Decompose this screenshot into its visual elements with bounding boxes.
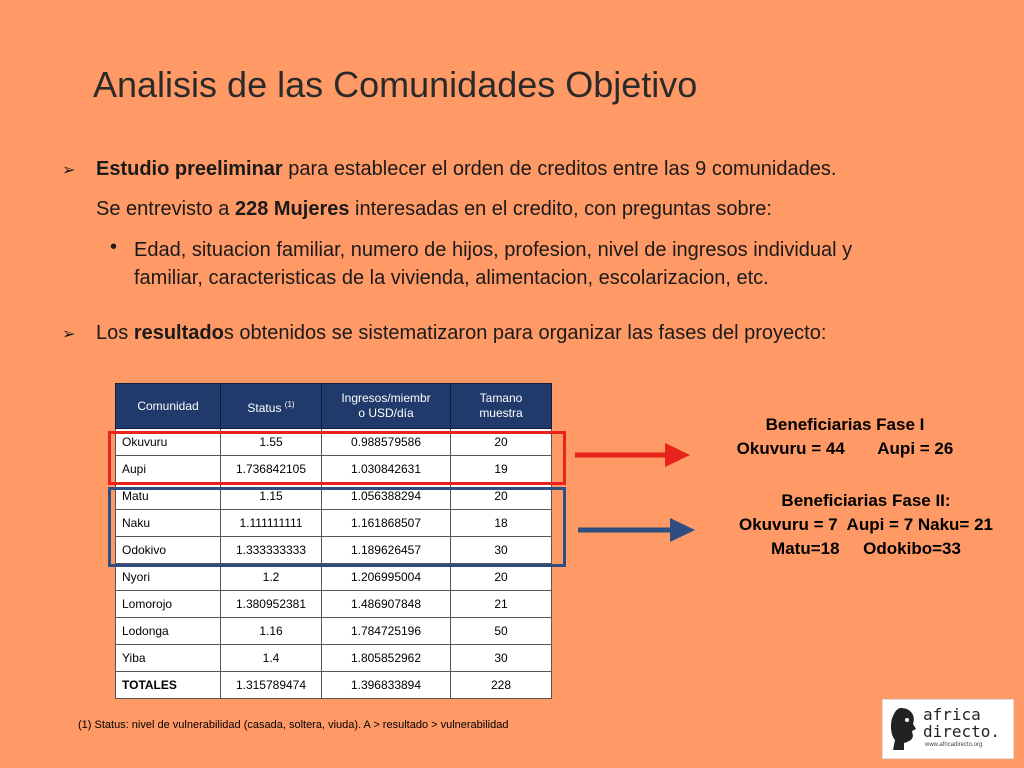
blue-arrow-icon bbox=[670, 518, 695, 542]
fase2-block bbox=[700, 489, 1024, 561]
cell-status: 1.380952381 bbox=[221, 591, 322, 618]
header-status-sup: (1) bbox=[284, 399, 295, 409]
cell-tamano: 30 bbox=[451, 645, 552, 672]
slide-title: Analisis de las Comunidades Objetivo bbox=[93, 64, 698, 105]
bullet-dot-icon: • bbox=[110, 236, 118, 258]
header-status-text: Status bbox=[247, 400, 282, 415]
resultados-bold: resultado bbox=[133, 322, 224, 344]
cell-comunidad: Odokivo bbox=[116, 537, 221, 564]
fase1-block bbox=[700, 413, 990, 461]
fase2-values-line2: Matu=18 Odokibo=33 bbox=[771, 539, 961, 558]
logo-text-africa: africa bbox=[923, 705, 981, 724]
cell-tamano: 30 bbox=[451, 537, 552, 564]
header-tamano-l2: muestra bbox=[479, 406, 523, 420]
cell-status: 1.16 bbox=[221, 618, 322, 645]
cell-ingresos: 1.189626457 bbox=[322, 537, 451, 564]
cell-comunidad: Lomorojo bbox=[116, 591, 221, 618]
cell-status: 1.315789474 bbox=[221, 672, 322, 699]
cell-tamano: 18 bbox=[451, 510, 552, 537]
footnote: (1) Status: nivel de vulnerabilidad (casada, soltera, viuda). A > resultado > vulnerabilidad bbox=[78, 719, 509, 731]
entrevista-post: interesadas en el credito, con preguntas sobre: bbox=[349, 198, 772, 220]
header-ingresos-l2: o USD/día bbox=[358, 406, 414, 420]
cell-status: 1.2 bbox=[221, 564, 322, 591]
fase1-values: Okuvuru = 44 Aupi = 26 bbox=[736, 439, 954, 458]
entrevista-pre: Se entrevisto a bbox=[96, 198, 235, 220]
cell-tamano: 20 bbox=[451, 564, 552, 591]
cell-ingresos: 1.056388294 bbox=[322, 483, 451, 510]
cell-ingresos: 1.784725196 bbox=[322, 618, 451, 645]
logo-text-directo: directo. bbox=[923, 722, 1001, 741]
fase2-values-line1: Okuvuru = 7 Aupi = 7 Naku= 21 bbox=[739, 515, 993, 534]
header-comunidad: Comunidad bbox=[116, 384, 221, 429]
cell-comunidad: Okuvuru bbox=[116, 429, 221, 456]
cell-status: 1.4 bbox=[221, 645, 322, 672]
face-profile-icon bbox=[889, 706, 919, 752]
cell-tamano: 20 bbox=[451, 483, 552, 510]
cell-tamano: 228 bbox=[451, 672, 552, 699]
cell-ingresos: 0.988579586 bbox=[322, 429, 451, 456]
preguntas-line2: familiar, caracteristicas de la vivienda, alimentacion, escolarizacion, etc. bbox=[134, 267, 769, 289]
resultados-post: s obtenidos se sistematizaron para organizar las fases del proyecto: bbox=[223, 322, 827, 344]
fase1-title: Beneficiarias Fase I bbox=[765, 415, 925, 434]
cell-tamano: 19 bbox=[451, 456, 552, 483]
cell-tamano: 20 bbox=[451, 429, 552, 456]
bullet-estudio-bold: Estudio preeliminar bbox=[96, 158, 283, 180]
cell-status: 1.111111111 bbox=[221, 510, 322, 537]
cell-ingresos: 1.396833894 bbox=[322, 672, 451, 699]
bullet-arrow-icon: ➢ bbox=[62, 162, 76, 179]
cell-ingresos: 1.206995004 bbox=[322, 564, 451, 591]
bullet-arrow-icon: ➢ bbox=[62, 326, 76, 343]
cell-comunidad: Yiba bbox=[116, 645, 221, 672]
cell-comunidad: Aupi bbox=[116, 456, 221, 483]
red-arrow-icon bbox=[665, 443, 690, 467]
cell-tamano: 21 bbox=[451, 591, 552, 618]
header-tamano-l1: Tamano bbox=[479, 391, 523, 405]
logo-url: www.africadirecto.org bbox=[925, 742, 983, 748]
cell-comunidad: Nyori bbox=[116, 564, 221, 591]
cell-status: 1.55 bbox=[221, 429, 322, 456]
cell-comunidad: TOTALES bbox=[116, 672, 221, 699]
entrevista-bold: 228 Mujeres bbox=[234, 198, 350, 220]
cell-tamano: 50 bbox=[451, 618, 552, 645]
cell-ingresos: 1.805852962 bbox=[322, 645, 451, 672]
fase2-title: Beneficiarias Fase II: bbox=[781, 491, 951, 510]
cell-comunidad: Matu bbox=[116, 483, 221, 510]
cell-status: 1.736842105 bbox=[221, 456, 322, 483]
cell-ingresos: 1.030842631 bbox=[322, 456, 451, 483]
cell-comunidad: Lodonga bbox=[116, 618, 221, 645]
header-ingresos-l1: Ingresos/miembr bbox=[341, 391, 431, 405]
cell-ingresos: 1.161868507 bbox=[322, 510, 451, 537]
cell-status: 1.333333333 bbox=[221, 537, 322, 564]
cell-ingresos: 1.486907848 bbox=[322, 591, 451, 618]
cell-comunidad: Naku bbox=[116, 510, 221, 537]
africa-directo-logo bbox=[882, 699, 1014, 759]
resultados-pre: Los bbox=[96, 322, 134, 344]
cell-status: 1.15 bbox=[221, 483, 322, 510]
preguntas-line1: Edad, situacion familiar, numero de hijos, profesion, nivel de ingresos individual y bbox=[134, 239, 853, 261]
bullet-estudio-text: para establecer el orden de creditos entre las 9 comunidades. bbox=[282, 158, 837, 180]
